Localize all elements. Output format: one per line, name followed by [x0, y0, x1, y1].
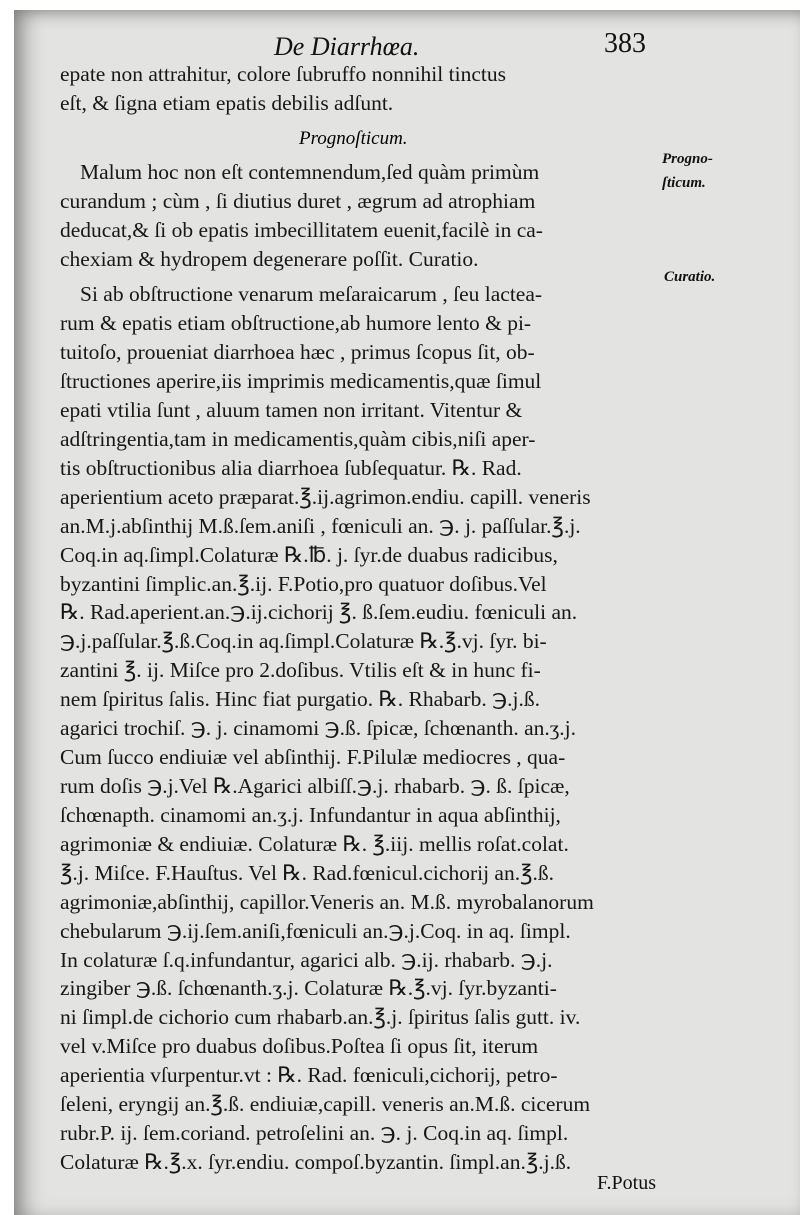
text-line: byzantini ſimplic.an.℥.ij. F.Potio,pro quatuor doſibus.Vel [60, 571, 547, 596]
running-header-title: De Diarrhœa. [274, 32, 420, 61]
text-line: ſtructiones aperire,iis imprimis medicamentis,quæ ſimul [60, 369, 542, 394]
text-line: Coq.in aq.ſimpl.Colaturæ ℞.℔. j. ſyr.de duabus radicibus, [60, 542, 558, 567]
text-line: ℈.j.paſſular.℥.ß.Coq.in aq.ſimpl.Colaturæ ℞.℥.vj. ſyr. bi- [60, 629, 547, 654]
text-line: ni ſimpl.de cichorio cum rhabarb.an.℥.j. ſpiritus ſalis gutt. iv. [60, 1005, 581, 1030]
text-line: Cum ſucco endiuiæ vel abſinthij. F.Pilulæ mediocres , qua- [60, 745, 566, 770]
text-line: In colaturæ ſ.q.infundantur, agarici alb. ℈.ij. rhabarb. ℈.j. [60, 947, 553, 972]
catchword: F.Potus [597, 1172, 656, 1194]
text-line: tis obſtructionibus alia diarrhoea ſubſequatur. ℞. Rad. [60, 455, 522, 480]
text-line: epate non attrahitur, colore ſubruffo nonnihil tinctus [60, 62, 506, 86]
text-line: Colaturæ ℞.℥.x. ſyr.endiu. compoſ.byzantin. ſimpl.an.℥.j.ß. [60, 1150, 572, 1174]
text-line: Si ab obſtructione venarum meſaraicarum , ſeu lactea- [80, 282, 543, 307]
text-line: deducat,& ſi ob epatis imbecillitatem euenit,facilè in ca- [60, 217, 543, 242]
text-line: chexiam & hydropem degenerare poſſit. Curatio. [60, 246, 479, 271]
page-number: 383 [604, 28, 646, 59]
text-line: vel v.Miſce pro duabus doſibus.Poſtea ſi opus ſit, iterum [60, 1034, 539, 1059]
text-line: ſeleni, eryngij an.℥.ß. endiuiæ,capill. veneris an.M.ß. cicerum [60, 1092, 591, 1117]
text-line: adſtringentia,tam in medicamentis,quàm cibis,niſi aper- [60, 426, 536, 451]
text-line: chebularum ℈.ij.ſem.aniſi,fœniculi an.℈.j.Coq. in aq. ſimpl. [60, 918, 571, 943]
text-line: aperientia vſurpentur.vt : ℞. Rad. fœniculi,cichorij, petro- [60, 1063, 558, 1088]
text-line: eſt, & ſigna etiam epatis debilis adſunt. [60, 90, 394, 115]
text-line: zantini ℥. ij. Miſce pro 2.doſibus. Vtilis eſt & in hunc fi- [60, 658, 541, 683]
text-line: an.M.j.abſinthij M.ß.ſem.aniſi , fœniculi an. ℈. j. paſſular.℥.j. [60, 513, 581, 538]
text-line: tuitoſo, proueniat diarrhoea hæc , primus ſcopus ſit, ob- [60, 340, 535, 365]
text-line: ℞. Rad.aperient.an.℈.ij.cichorij ℥. ß.ſem.eudiu. fœniculi an. [60, 600, 578, 625]
text-line: agrimoniæ,abſinthij, capillor.Veneris an. M.ß. myrobalanorum [60, 889, 594, 914]
text-line: zingiber ℈.ß. ſchœnanth.ʒ.j. Colaturæ ℞.℥.vj. ſyr.byzanti- [60, 976, 557, 1001]
text-line: epati vtilia ſunt , aluum tamen non irritant. Vitentur & [60, 397, 523, 422]
text-line: agarici trochiſ. ℈. j. cinamomi ℈.ß. ſpicæ, ſchœnanth. an.ʒ.j. [60, 716, 577, 741]
text-line: rubr.P. ij. ſem.coriand. petroſelini an. ℈. j. Coq.in aq. ſimpl. [60, 1121, 569, 1146]
text-line: ℥.j. Miſce. F.Hauſtus. Vel ℞. Rad.fœnicul.cichorij an.℥.ß. [60, 860, 555, 885]
text-line: nem ſpiritus ſalis. Hinc fiat purgatio. ℞. Rhabarb. ℈.j.ß. [60, 687, 540, 712]
text-line: agrimoniæ & endiuiæ. Colaturæ ℞. ℥.iij. mellis roſat.colat. [60, 831, 569, 856]
text-line: curandum ; cùm , ſi diutius duret , ægrum ad atrophiam [60, 188, 536, 213]
text-line: ſchœnapth. cinamomi an.ʒ.j. Infundantur in aqua abſinthij, [60, 802, 561, 827]
text-line: aperientium aceto præparat.℥.ij.agrimon.endiu. capill. veneris [60, 484, 591, 509]
book-page [14, 10, 800, 1215]
margin-note-progno: Progno- [662, 151, 713, 167]
text-line: rum doſis ℈.j.Vel ℞.Agarici albiſſ.℈.j. rhabarb. ℈. ß. ſpicæ, [60, 773, 570, 798]
text-line: rum & epatis etiam obſtructione,ab humore lento & pi- [60, 311, 532, 336]
section-heading-prognosticum: Prognoſticum. [299, 128, 408, 149]
margin-note-curatio: Curatio. [664, 269, 716, 285]
margin-note-sticum: ſticum. [662, 175, 706, 191]
text-line: Malum hoc non eſt contemnendum,ſed quàm primùm [80, 159, 540, 184]
